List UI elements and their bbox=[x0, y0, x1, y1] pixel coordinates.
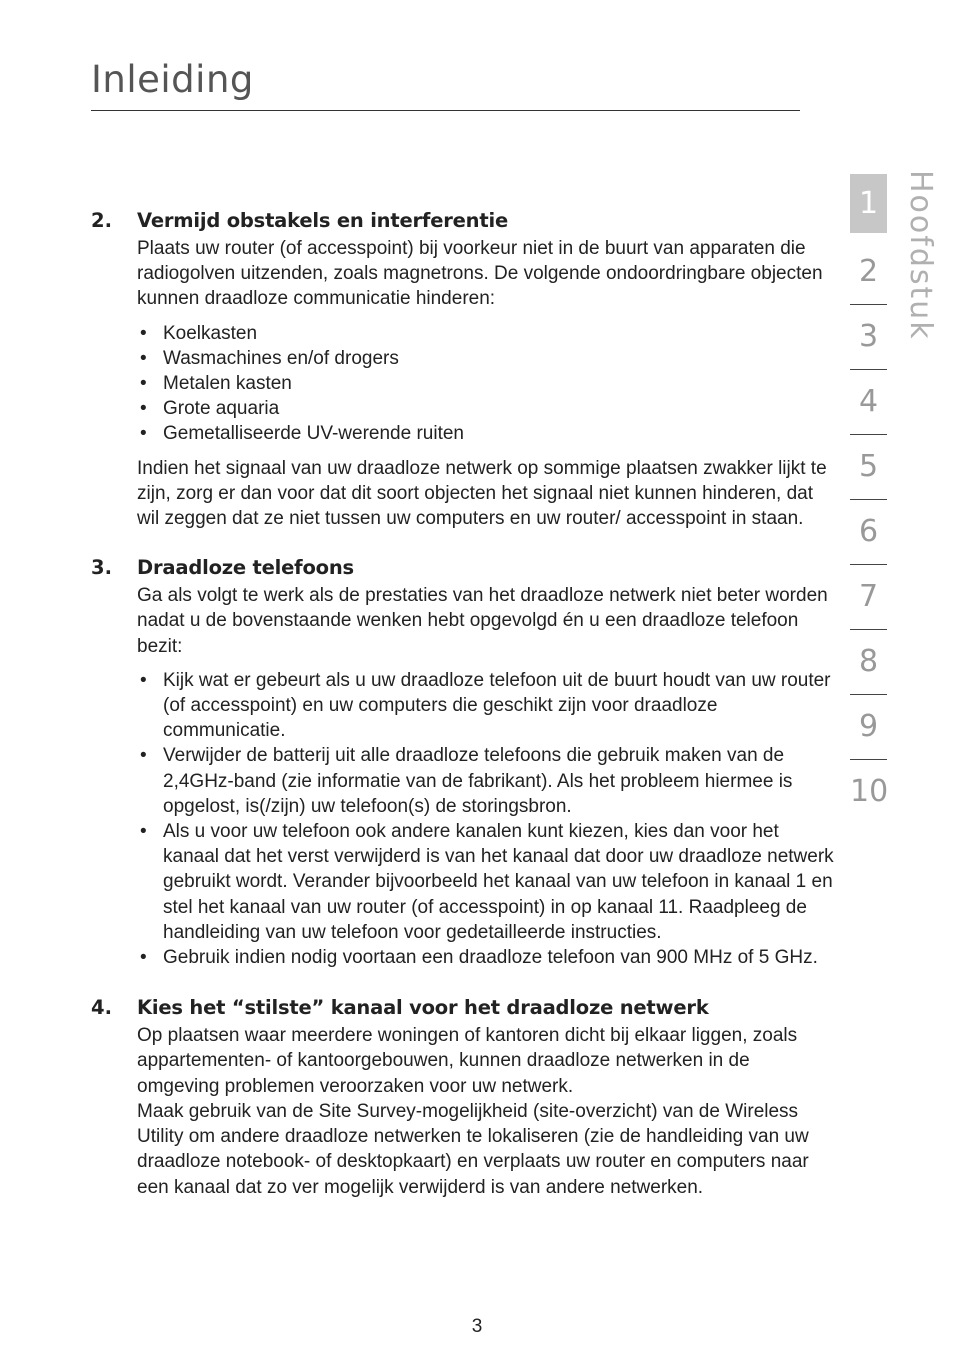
chapter-label: Hoofdstuk bbox=[903, 170, 938, 341]
chapter-tab-10[interactable]: 10 bbox=[850, 774, 889, 809]
bullet-icon: • bbox=[140, 669, 147, 691]
section-number: 2. bbox=[91, 209, 112, 232]
bullet-list bbox=[137, 668, 836, 970]
bullet-icon: • bbox=[140, 745, 147, 767]
list-item: • Koelkasten bbox=[137, 321, 836, 346]
section-3 bbox=[91, 553, 836, 970]
section-outro: Maak gebruik van de Site Survey-mogelijkheid (site-overzicht) van de Wireless Utility om andere draadloze netwerken te lokaliseren (zie de handleiding van uw draadloze notebook- of desktopkaart) en verplaats uw router en computers naar een kanaal dat zo ver mogelijk verwijderd is van andere netwerken. bbox=[137, 1100, 809, 1198]
list-item: • Gebruik indien nodig voortaan een draadloze telefoon van 900 MHz of 5 GHz. bbox=[137, 945, 836, 970]
list-item: • Kijk wat er gebeurt als u uw draadloze telefoon uit de buurt houdt van uw router (of accesspoint) en uw computers die geschikt zijn voor draadloze communicatie. bbox=[140, 669, 831, 742]
page-number: 3 bbox=[471, 1316, 483, 1337]
chapter-tab-6[interactable]: 6 bbox=[850, 500, 887, 565]
bullet-icon: • bbox=[140, 347, 147, 369]
list-item: • Metalen kasten bbox=[137, 371, 836, 396]
bullet-icon: • bbox=[140, 423, 147, 445]
section-title: Draadloze telefoons bbox=[137, 556, 354, 580]
chapter-tab-7[interactable]: 7 bbox=[850, 565, 887, 630]
bullet-icon: • bbox=[140, 398, 147, 420]
list-item: • Als u voor uw telefoon ook andere kanalen kunt kiezen, kies dan voor het kanaal dat het verst verwijderd is van het kanaal dat door uw draadloze netwerk gebruikt wordt. Verander bijvoorbeeld het kanaal van uw telefoon in kanaal 1 en stel het kanaal van uw router (of accesspoint) in op kanaal 11. Raadpleeg de handleiding van uw telefoon voor gedetailleerde instructies. bbox=[140, 821, 834, 943]
section-4 bbox=[91, 993, 836, 1199]
bullet-icon: • bbox=[140, 821, 147, 843]
section-outro: Indien het signaal van uw draadloze netwerk op sommige plaatsen zwakker lijkt te zijn, zorg er dan voor dat dit soort objecten het signaal niet kunnen hinderen, dat wil zeggen dat ze niet tussen uw computers en uw router/ accesspoint in staan. bbox=[137, 457, 827, 530]
bullet-icon: • bbox=[140, 322, 147, 344]
chapter-tab-3[interactable]: 3 bbox=[850, 305, 887, 370]
section-intro: Op plaatsen waar meerdere woningen of kantoren dicht bij elkaar liggen, zoals appartementen- of kantoorgebouwen, kunnen draadloze netwerken in de omgeving problemen veroorzaken voor uw netwerk. bbox=[137, 1025, 798, 1097]
section-number: 4. bbox=[91, 996, 112, 1020]
list-item: • Wasmachines en/of drogers bbox=[137, 346, 836, 371]
chapter-tab-9[interactable]: 9 bbox=[850, 695, 887, 760]
chapter-tab-2[interactable]: 2 bbox=[850, 240, 887, 305]
chapter-tab-8[interactable]: 8 bbox=[850, 630, 887, 695]
section-number: 3. bbox=[91, 556, 112, 580]
section-title: Vermijd obstakels en interferentie bbox=[137, 209, 508, 232]
section-intro: Ga als volgt te werk als de prestaties van het draadloze netwerk niet beter worden nadat u de bovenstaande wenken hebt opgevolgd én u een draadloze telefoon bezit: bbox=[137, 585, 828, 657]
main-content bbox=[91, 206, 836, 1200]
list-item: • Grote aquaria bbox=[137, 396, 836, 421]
bullet-icon: • bbox=[140, 373, 147, 395]
page-title: Inleiding bbox=[91, 58, 254, 101]
section-intro: Plaats uw router (of accesspoint) bij voorkeur niet in de buurt van apparaten die radiogolven uitzenden, zoals magnetrons. De volgende ondoordringbare objecten kunnen draadloze communicatie hinderen: bbox=[137, 238, 823, 310]
chapter-tab-5[interactable]: 5 bbox=[850, 435, 887, 500]
bullet-icon: • bbox=[140, 947, 147, 969]
chapter-tab-1[interactable]: 1 bbox=[850, 174, 887, 234]
section-2 bbox=[91, 206, 836, 531]
list-item: • Gemetalliseerde UV-werende ruiten bbox=[137, 421, 836, 446]
chapter-tab-4[interactable]: 4 bbox=[850, 370, 887, 435]
title-divider bbox=[91, 110, 800, 111]
bullet-list bbox=[137, 321, 836, 447]
section-title: Kies het “stilste” kanaal voor het draadloze netwerk bbox=[137, 996, 709, 1020]
chapter-index bbox=[850, 174, 887, 825]
list-item: • Verwijder de batterij uit alle draadloze telefoons die gebruik maken van de 2,4GHz-band (zie informatie van de fabrikant). Als het probleem hiermee is opgelost, is(/zijn) uw telefoon(s) de storingsbron. bbox=[140, 745, 793, 817]
